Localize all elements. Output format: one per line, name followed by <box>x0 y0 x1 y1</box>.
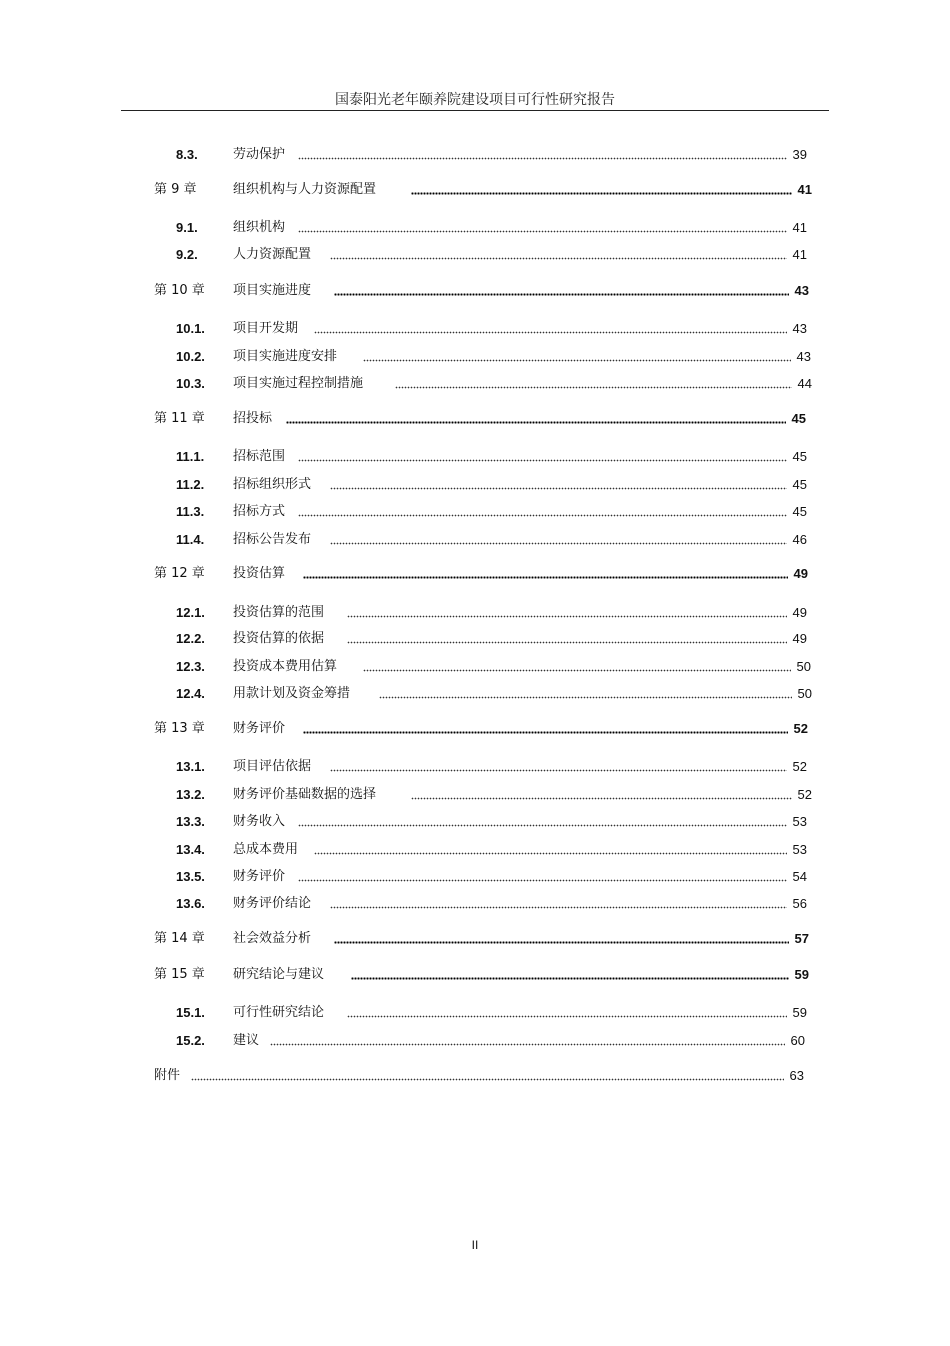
toc-dot-leader <box>334 286 789 296</box>
toc-entry-number: 12.1. <box>176 605 205 620</box>
toc-entry-title: 招标组织形式 <box>233 477 312 492</box>
toc-section-entry[interactable] <box>0 684 950 704</box>
toc-entry-number: 10.1. <box>176 321 205 336</box>
toc-entry-page: 46 <box>792 532 807 547</box>
toc-entry-page: 52 <box>797 787 812 802</box>
toc-entry-page: 39 <box>792 147 807 162</box>
toc-section-entry[interactable] <box>0 603 950 623</box>
toc-entry-number: 13.3. <box>176 814 205 829</box>
toc-entry-title: 投资估算的范围 <box>233 605 325 620</box>
toc-dot-leader <box>330 250 787 260</box>
toc-entry-title: 项目实施进度安排 <box>233 349 338 364</box>
toc-dot-leader <box>270 1036 785 1046</box>
toc-entry-title: 建议 <box>233 1033 260 1048</box>
toc-entry-title: 用款计划及资金筹措 <box>233 686 351 701</box>
toc-entry-title: 项目评估依据 <box>233 759 312 774</box>
toc-section-entry[interactable] <box>0 502 950 522</box>
page-number: II <box>471 1238 479 1252</box>
toc-dot-leader <box>347 608 787 618</box>
toc-chapter-entry[interactable] <box>0 719 950 739</box>
toc-entry-title: 附件 <box>154 1068 181 1083</box>
toc-entry-number: 13.5. <box>176 869 205 884</box>
toc-chapter-entry[interactable] <box>0 281 950 301</box>
toc-entry-page: 57 <box>794 931 809 946</box>
toc-entry-page: 45 <box>792 504 807 519</box>
toc-entry-number: 第 15 章 <box>154 967 205 982</box>
toc-entry-number: 10.2. <box>176 349 205 364</box>
toc-section-entry[interactable] <box>0 530 950 550</box>
toc-section-entry[interactable] <box>0 347 950 367</box>
toc-entry-title: 投资成本费用估算 <box>233 659 338 674</box>
toc-dot-leader <box>298 872 787 882</box>
toc-entry-page: 59 <box>794 967 809 982</box>
toc-entry-title: 研究结论与建议 <box>233 967 325 982</box>
toc-section-entry[interactable] <box>0 812 950 832</box>
toc-dot-leader <box>363 662 791 672</box>
toc-section-entry[interactable] <box>0 145 950 165</box>
toc-section-entry[interactable] <box>0 218 950 238</box>
toc-entry-title: 财务评价结论 <box>233 896 312 911</box>
toc-entry-page: 41 <box>792 220 807 235</box>
toc-entry-page: 43 <box>792 321 807 336</box>
toc-dot-leader <box>411 790 792 800</box>
toc-entry-title: 招标范围 <box>233 449 286 464</box>
page-header-title: 国泰阳光老年颐养院建设项目可行性研究报告 <box>335 92 615 108</box>
toc-entry-page: 45 <box>792 449 807 464</box>
toc-entry-number: 11.3. <box>176 504 205 519</box>
toc-entry-page: 49 <box>793 566 808 581</box>
toc-dot-leader <box>411 185 792 195</box>
toc-dot-leader <box>298 223 787 233</box>
toc-entry-page: 50 <box>796 659 811 674</box>
toc-entry-number: 11.2. <box>176 477 205 492</box>
toc-entry-page: 49 <box>792 631 807 646</box>
toc-entry-title: 财务评价基础数据的选择 <box>233 787 377 802</box>
toc-entry-number: 9.2. <box>176 247 198 262</box>
toc-section-entry[interactable] <box>0 475 950 495</box>
toc-entry-page: 60 <box>790 1033 805 1048</box>
toc-section-entry[interactable] <box>0 629 950 649</box>
toc-chapter-entry[interactable] <box>0 180 950 200</box>
toc-entry-title: 可行性研究结论 <box>233 1005 325 1020</box>
toc-section-entry[interactable] <box>0 447 950 467</box>
toc-section-entry[interactable] <box>0 319 950 339</box>
toc-entry-page: 56 <box>792 896 807 911</box>
toc-entry-title: 招标方式 <box>233 504 286 519</box>
toc-chapter-entry[interactable] <box>0 929 950 949</box>
toc-dot-leader <box>314 324 787 334</box>
toc-section-entry[interactable] <box>0 757 950 777</box>
toc-entry-title: 财务评价 <box>233 869 286 884</box>
toc-entry-page: 41 <box>797 182 812 197</box>
toc-dot-leader <box>347 1008 787 1018</box>
toc-entry-number: 13.2. <box>176 787 205 802</box>
toc-dot-leader <box>298 150 787 160</box>
toc-entry-title: 组织机构与人力资源配置 <box>233 182 377 197</box>
toc-section-entry[interactable] <box>0 1003 950 1023</box>
toc-entry-title: 组织机构 <box>233 220 286 235</box>
toc-entry-number: 11.1. <box>176 449 205 464</box>
toc-dot-leader <box>286 414 786 424</box>
toc-chapter-entry[interactable] <box>0 965 950 985</box>
toc-dot-leader <box>298 452 787 462</box>
toc-entry-page: 45 <box>792 477 807 492</box>
toc-entry-page: 50 <box>797 686 812 701</box>
toc-entry-number: 第 12 章 <box>154 566 205 581</box>
toc-entry-number: 第 9 章 <box>154 182 197 197</box>
toc-dot-leader <box>379 689 792 699</box>
toc-section-entry[interactable] <box>0 245 950 265</box>
toc-section-entry[interactable] <box>0 867 950 887</box>
toc-entry-page: 43 <box>796 349 811 364</box>
toc-chapter-entry[interactable] <box>0 564 950 584</box>
toc-entry-number: 10.3. <box>176 376 205 391</box>
toc-dot-leader <box>330 535 787 545</box>
toc-dot-leader <box>191 1071 784 1081</box>
toc-entry-title: 财务收入 <box>233 814 286 829</box>
toc-entry-title: 招标公告发布 <box>233 532 312 547</box>
toc-entry-title: 人力资源配置 <box>233 247 312 262</box>
toc-section-entry[interactable] <box>0 840 950 860</box>
toc-entry-title: 劳动保护 <box>233 147 286 162</box>
toc-entry-title: 总成本费用 <box>233 842 299 857</box>
toc-entry-page: 53 <box>792 814 807 829</box>
toc-entry-title: 财务评价 <box>233 721 286 736</box>
toc-dot-leader <box>363 352 791 362</box>
toc-dot-leader <box>303 724 788 734</box>
toc-entry-title: 投资估算的依据 <box>233 631 325 646</box>
toc-dot-leader <box>298 817 787 827</box>
toc-entry-number: 12.3. <box>176 659 205 674</box>
toc-entry-page: 54 <box>792 869 807 884</box>
toc-dot-leader <box>298 507 787 517</box>
toc-entry-number: 12.4. <box>176 686 205 701</box>
toc-entry-page: 63 <box>789 1068 804 1083</box>
toc-entry-page: 43 <box>794 283 809 298</box>
toc-section-entry[interactable] <box>0 894 950 914</box>
toc-dot-leader <box>334 934 789 944</box>
toc-dot-leader <box>303 569 788 579</box>
toc-section-entry[interactable] <box>0 785 950 805</box>
toc-dot-leader <box>330 899 787 909</box>
toc-entry-title: 社会效益分析 <box>233 931 312 946</box>
toc-dot-leader <box>395 379 792 389</box>
toc-entry-number: 第 14 章 <box>154 931 205 946</box>
toc-entry-title: 项目实施过程控制措施 <box>233 376 364 391</box>
toc-section-entry[interactable] <box>0 1031 950 1051</box>
toc-dot-leader <box>330 480 787 490</box>
toc-dot-leader <box>347 634 787 644</box>
toc-dot-leader <box>314 845 787 855</box>
toc-entry-page: 52 <box>793 721 808 736</box>
toc-entry-number: 11.4. <box>176 532 205 547</box>
toc-entry-number: 13.4. <box>176 842 205 857</box>
toc-entry-number: 15.2. <box>176 1033 205 1048</box>
toc-entry-title: 项目开发期 <box>233 321 299 336</box>
toc-entry-number: 15.1. <box>176 1005 205 1020</box>
toc-entry-page: 45 <box>791 411 806 426</box>
toc-dot-leader <box>330 762 787 772</box>
toc-entry-number: 9.1. <box>176 220 198 235</box>
toc-entry-page: 41 <box>792 247 807 262</box>
toc-entry-number: 13.6. <box>176 896 205 911</box>
toc-chapter-entry[interactable] <box>0 409 950 429</box>
toc-entry-number: 13.1. <box>176 759 205 774</box>
toc-entry-title: 投资估算 <box>233 566 286 581</box>
toc-entry-page: 49 <box>792 605 807 620</box>
toc-entry-number: 12.2. <box>176 631 205 646</box>
toc-entry-page: 53 <box>792 842 807 857</box>
toc-entry-title: 项目实施进度 <box>233 283 312 298</box>
toc-section-entry[interactable] <box>0 657 950 677</box>
header-divider <box>121 110 829 111</box>
toc-entry-number: 8.3. <box>176 147 198 162</box>
toc-dot-leader <box>351 970 789 980</box>
toc-section-entry[interactable] <box>0 374 950 394</box>
toc-appendix-entry[interactable] <box>0 1066 950 1086</box>
toc-entry-title: 招投标 <box>233 411 273 426</box>
toc-entry-number: 第 10 章 <box>154 283 205 298</box>
toc-entry-number: 第 11 章 <box>154 411 205 426</box>
toc-entry-number: 第 13 章 <box>154 721 205 736</box>
toc-entry-page: 52 <box>792 759 807 774</box>
toc-entry-page: 59 <box>792 1005 807 1020</box>
toc-entry-page: 44 <box>797 376 812 391</box>
